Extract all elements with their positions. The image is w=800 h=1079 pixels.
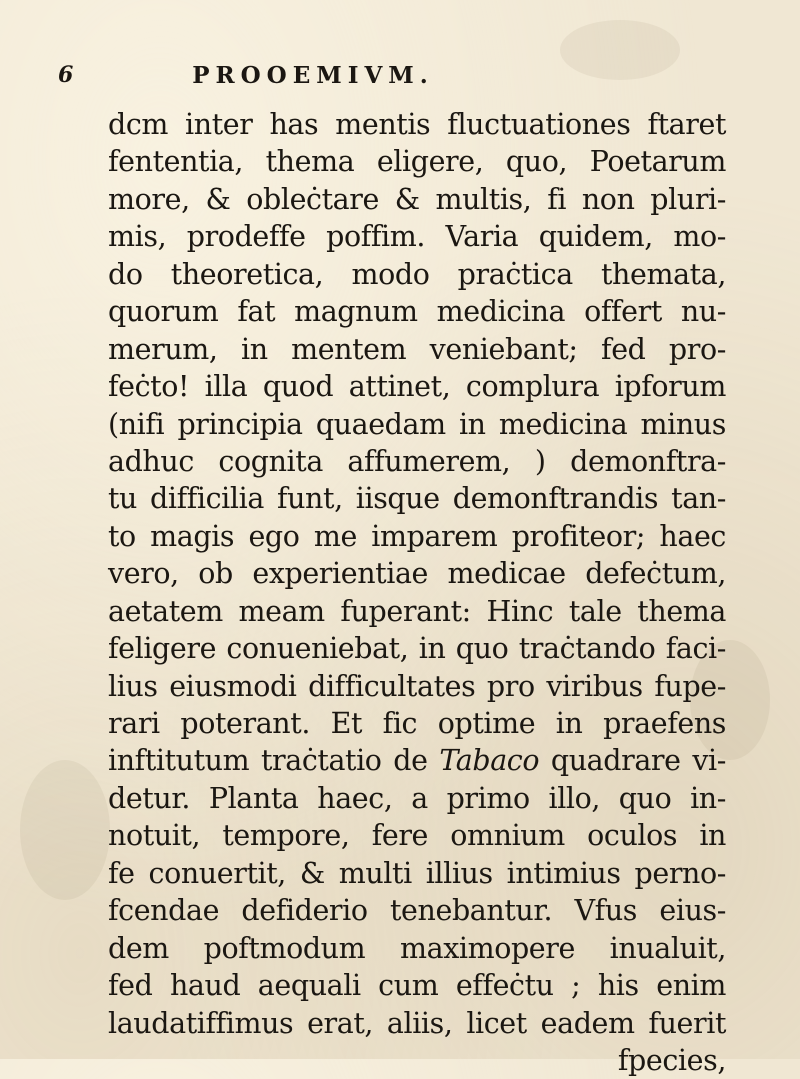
text-line: to magis ego me imparem profiteor; haec bbox=[108, 519, 726, 553]
text-line-head: inftitutum traċtatio de bbox=[108, 744, 428, 778]
text-line: fed haud aequali cum effeċtu ; his enim bbox=[108, 969, 726, 1003]
text-line: adhuc cognita affumerem, ) demonftra- bbox=[108, 444, 726, 478]
text-line: vero, ob experientiae medicae defeċtum, bbox=[108, 557, 726, 591]
text-line: mis, prodeffe poffim. Varia quidem, mo- bbox=[108, 220, 726, 254]
text-line: more, & obleċtare & multis, fi non pluri- bbox=[108, 182, 726, 216]
catchword: fpecies, bbox=[617, 1043, 726, 1077]
text-line: lius eiusmodi difficultates pro viribus fupe- bbox=[108, 669, 726, 703]
text-line: aetatem meam fuperant: Hinc tale thema bbox=[108, 594, 726, 628]
text-line: do theoretica, modo praċtica themata, bbox=[108, 257, 726, 291]
text-line: (nifi principia quaedam in medicina minus bbox=[108, 407, 726, 441]
text-line: fe conuertit, & multi illius intimius perno- bbox=[108, 856, 726, 890]
text-line: dem poftmodum maximopere inualuit, bbox=[108, 931, 726, 965]
page-number: 6 bbox=[58, 62, 74, 88]
italic-word-tabaco: Tabaco bbox=[439, 744, 540, 778]
text-line: laudatiffimus erat, aliis, licet eadem fuerit bbox=[108, 1006, 726, 1040]
text-line: fcendae defiderio tenebantur. Vfus eius- bbox=[108, 894, 726, 928]
text-line: merum, in mentem veniebant; fed pro- bbox=[108, 332, 726, 366]
text-line-with-italic bbox=[108, 742, 726, 779]
text-line: tu difficilia funt, iisque demonftrandis tan- bbox=[108, 482, 726, 516]
text-line: fententia, thema eligere, quo, Poetarum bbox=[108, 145, 726, 179]
text-line: quorum fat magnum medicina offert nu- bbox=[108, 295, 726, 329]
text-line-tail: quadrare vi- bbox=[550, 744, 726, 778]
text-line: dcm inter has mentis fluctuationes ftaret bbox=[108, 108, 726, 141]
text-line: detur. Planta haec, a primo illo, quo in- bbox=[108, 781, 726, 815]
text-line: feċto! illa quod attinet, complura ipforum bbox=[108, 370, 726, 404]
paper-stain bbox=[20, 760, 110, 900]
running-head: PROOEMIVM. bbox=[192, 62, 434, 89]
text-line: notuit, tempore, fere omnium oculos in bbox=[108, 819, 726, 853]
page-header bbox=[58, 62, 658, 96]
body-text bbox=[108, 106, 726, 1079]
text-line: feligere conueniebat, in quo traċtando faci- bbox=[108, 632, 726, 666]
text-line: rari poterant. Et fic optime in praefens bbox=[108, 707, 726, 740]
